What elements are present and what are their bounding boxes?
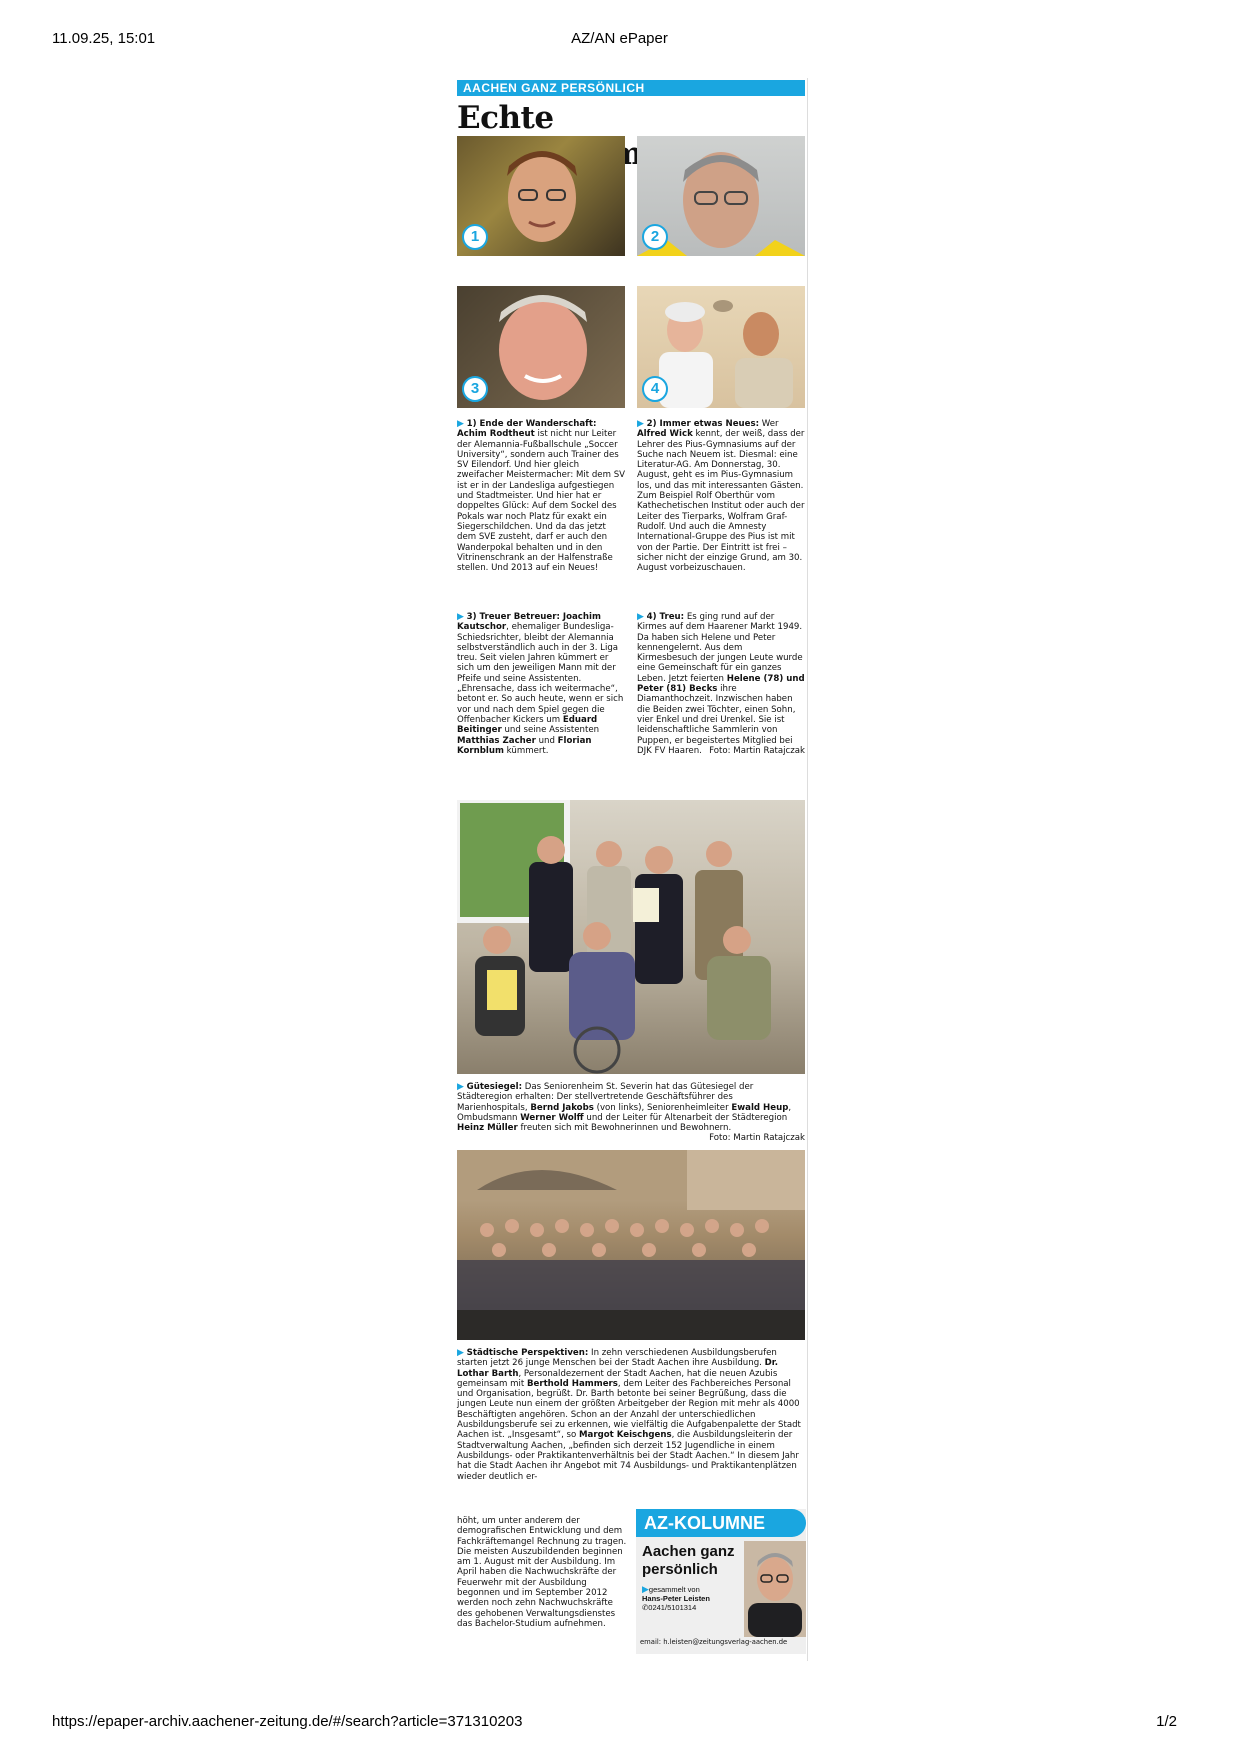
collected-by-label: gesammelt von (648, 1585, 700, 1594)
person-name: Alfred Wick (637, 429, 693, 440)
item-3-text (457, 612, 627, 756)
seal-caption (457, 1082, 805, 1144)
item-1-body: ist nicht nur Leiter der Alemannia-Fußballschule „Soccer University“, sondern auch Trainer des SV Eilendorf. Und hier gleich zweifacher Meistermacher: Mit dem SV ist er in der Landesliga aufgestiegen und Stadtmeister. Und hier hat er doppeltes Glück: Auf dem Sockel des Pokals war noch Platz für exakt ein Siegerschildchen. Und da das jetzt dem SVE zusteht, darf er auch den Wanderpokal behalten und in den Vitrinenschrank an der Halfenstraße stellen. Und 2013 auf ein Neues! (457, 429, 626, 574)
bullet-arrow-icon: ▶ (457, 419, 464, 429)
seal-lead: Gütesiegel: (466, 1082, 523, 1092)
item-2-body: Wer (759, 419, 779, 429)
column-title: Aachen ganz persönlich (642, 1543, 735, 1578)
column-author: Hans-Peter Leisten (642, 1594, 710, 1603)
photo-1-portrait (457, 136, 625, 256)
person-name: Eduard Beitinger (457, 714, 598, 736)
photo-credit: Foto: Martin Ratajczak (709, 745, 805, 756)
item-3-body: und seine Assistenten (501, 725, 600, 736)
photo-number-1: 1 (462, 224, 488, 250)
column-label: AZ-KOLUMNE (636, 1509, 806, 1537)
person-name: Florian Kornblum (457, 735, 592, 756)
item-3-body: , ehemaliger Bundesliga-Schiedsrichter, bleibt der Alemannia selbstverständlich auch in der 3. Liga treu. Seit vielen Jahren kümmert er sich um den jeweiligen Mann mit der Pfeife und seine Assistenten. „Ehrensache, dass ich weitermache“, betont er. So auch heute, wenn er sich vor und nach dem Spiel gegen die Offenbacher Kickers um (457, 622, 624, 725)
photo-3-portrait (457, 286, 625, 408)
item-3-body: kümmert. (503, 745, 549, 756)
perspectives-lead: Städtische Perspektiven: (466, 1348, 589, 1358)
bullet-arrow-icon: ▶ (637, 612, 644, 622)
item-3-lead: 3) Treuer Betreuer: Joachim Kautschor (457, 612, 601, 633)
photo-credit: Foto: Martin Ratajczak (709, 1133, 805, 1144)
photo-number-4: 4 (642, 376, 668, 402)
person-name: Margot Keischgens (579, 1430, 672, 1441)
column-email: email: h.leisten@zeitungsverlag-aachen.de (640, 1638, 788, 1646)
perspectives-body: , Personaldezernent der Stadt Aachen, hat die neuen Azubis gemeinsam mit (457, 1368, 778, 1389)
column-credits (642, 1585, 742, 1612)
person-name: Heinz Müller (457, 1123, 518, 1134)
item-4-body: ihre Diamanthochzeit. Inzwischen haben die Beiden zwei Töchter, einen Sohn, vier Enkel und drei Urenkel. Sie ist leidenschaftliche Sammlerin von Puppen, er begeistertes Mitglied bei DJK FV Haaren. (637, 684, 796, 756)
bullet-arrow-icon: ▶ (642, 1584, 649, 1594)
item-1-lead: 1) Ende der Wanderschaft: Achim Rodtheut (457, 419, 597, 440)
item-4-text (637, 612, 805, 756)
photo-2-portrait (637, 136, 805, 256)
person-name: Ewald Heup (731, 1102, 789, 1113)
author-illustration (744, 1541, 806, 1637)
item-3-body: und (535, 735, 558, 746)
person-name: Berthold Hammers (526, 1378, 618, 1389)
item-2-text (637, 419, 805, 573)
item-2-lead: 2) Immer etwas Neues: (646, 419, 760, 429)
bullet-arrow-icon: ▶ (457, 612, 464, 622)
person-name: Dr. Lothar Barth (457, 1358, 779, 1379)
group-illustration (457, 800, 805, 1074)
article-clipping (455, 78, 808, 1661)
article-kicker: AACHEN GANZ PERSÖNLICH (457, 80, 805, 96)
print-header (0, 30, 1239, 54)
print-page-number: 1/2 (1156, 1713, 1177, 1730)
bullet-arrow-icon: ▶ (637, 419, 644, 429)
person-name: Bernd Jakobs (530, 1102, 594, 1113)
perspectives-body: In zehn verschiedenen Ausbildungsberufen starten jetzt 26 junge Menschen bei der Stadt Aachen ihre Ausbildung. (457, 1348, 777, 1369)
photo-seniors-group (457, 800, 805, 1074)
photo-number-3: 3 (462, 376, 488, 402)
seal-body: , Ombudsmann (457, 1102, 792, 1123)
item-2-body: kennt, der weiß, dass der Lehrer des Pius-Gymnasiums auf der Suche nach Neuem ist. Diesmal: eine Literatur-AG. Am Donnerstag, 30. August, geht es im Pius-Gymnasium los, und das mit interessanten Gästen. Zum Beispiel Rolf Oberthür vom Kathechetischen Institut oder auch der Leiter des Tierparks, Wolfram Graf-Rudolf. Und auch die Amnesty International-Gruppe des Pius ist mit von der Partie. Der Eintritt ist frei – sicher nicht der einzige Grund, am 30. August vorbeizuschauen. (637, 429, 805, 574)
bullet-arrow-icon: ▶ (457, 1082, 464, 1092)
author-portrait (744, 1541, 806, 1637)
seal-body: und der Leiter für Altenarbeit der Städteregion (583, 1112, 788, 1123)
photo-trainees-group (457, 1150, 805, 1340)
item-1-text (457, 419, 627, 573)
crowd-illustration (457, 1150, 805, 1340)
print-url: https://epaper-archiv.aachener-zeitung.de/#/search?article=371310203 (52, 1713, 523, 1730)
item-4-lead: 4) Treu: (646, 612, 685, 622)
phone-icon: ✆ (642, 1603, 649, 1612)
person-name: Werner Wolff (520, 1112, 584, 1123)
perspectives-text-continued: höht, um unter anderem der demografischen Entwicklung und dem Fachkräftemangel Rechnung zu tragen. Die meisten Auszubildenden beginnen am 1. August mit der Ausbildung. Im April haben die Nachwuchskräfte der Feuerwehr mit der Ausbildung begonnen und im September 2012 werden noch zehn Nachwuchskräfte des gehobenen Verwaltungsdienstes das Bachelor-Studium aufnehmen. (457, 1516, 627, 1629)
photo-4-couple (637, 286, 805, 408)
print-title: AZ/AN ePaper (571, 30, 668, 47)
person-name: Matthias Zacher (457, 735, 536, 746)
perspectives-body: , dem Leiter des Fachbereiches Personal und Organisation, begrüßt. Dr. Barth betonte bei seiner Begrüßung, dass die jungen Leute nun einem der größten Arbeitgeber der Region mit mehr als 4000 Beschäftigten angehören. Schon an der Anzahl der unterschiedlichen Ausbildungsberufe sei zu erkennen, wie vielfältig die Aufgabenpalette der Stadt Aachen ist. „Insgesamt“, so (457, 1378, 801, 1441)
perspectives-text (457, 1348, 805, 1482)
photo-number-2: 2 (642, 224, 668, 250)
seal-body: Das Seniorenheim St. Severin hat das Gütesiegel der Städteregion erhalten: Der stellvertretende Geschäftsführer des Marienhospitals, (457, 1082, 754, 1113)
print-datetime: 11.09.25, 15:01 (52, 30, 156, 47)
bullet-arrow-icon: ▶ (457, 1348, 464, 1358)
perspectives-body: , die Ausbildungsleiterin der Stadtverwaltung Aachen, „befinden sich derzeit 152 Jugendliche in einem Ausbildungs- oder Praktikantenverhältnis bei der Stadt Aachen.“ In diesem Jahr hat die Stadt Aachen ihr Angebot mit 74 Ausbildungs- und Praktikantenplätzen wieder deutlich er- (457, 1430, 799, 1482)
column-info-box (636, 1509, 806, 1654)
seal-body: (von links), Seniorenheimleiter (593, 1102, 732, 1113)
column-phone: 0241/5101314 (648, 1603, 697, 1612)
seal-body: freuten sich mit Bewohnerinnen und Bewohnern. (517, 1123, 732, 1134)
article-headline: Echte (457, 100, 554, 136)
person-name: Helene (78) und Peter (81) Becks (637, 673, 805, 695)
item-4-body: Es ging rund auf der Kirmes auf dem Haarener Markt 1949. Da haben sich Helene und Peter kennengelernt. Aus dem Kirmesbesuch der jungen Leute wurde eine Gemeinschaft für ein ganzes Leben. Jetzt feierten (637, 612, 803, 684)
